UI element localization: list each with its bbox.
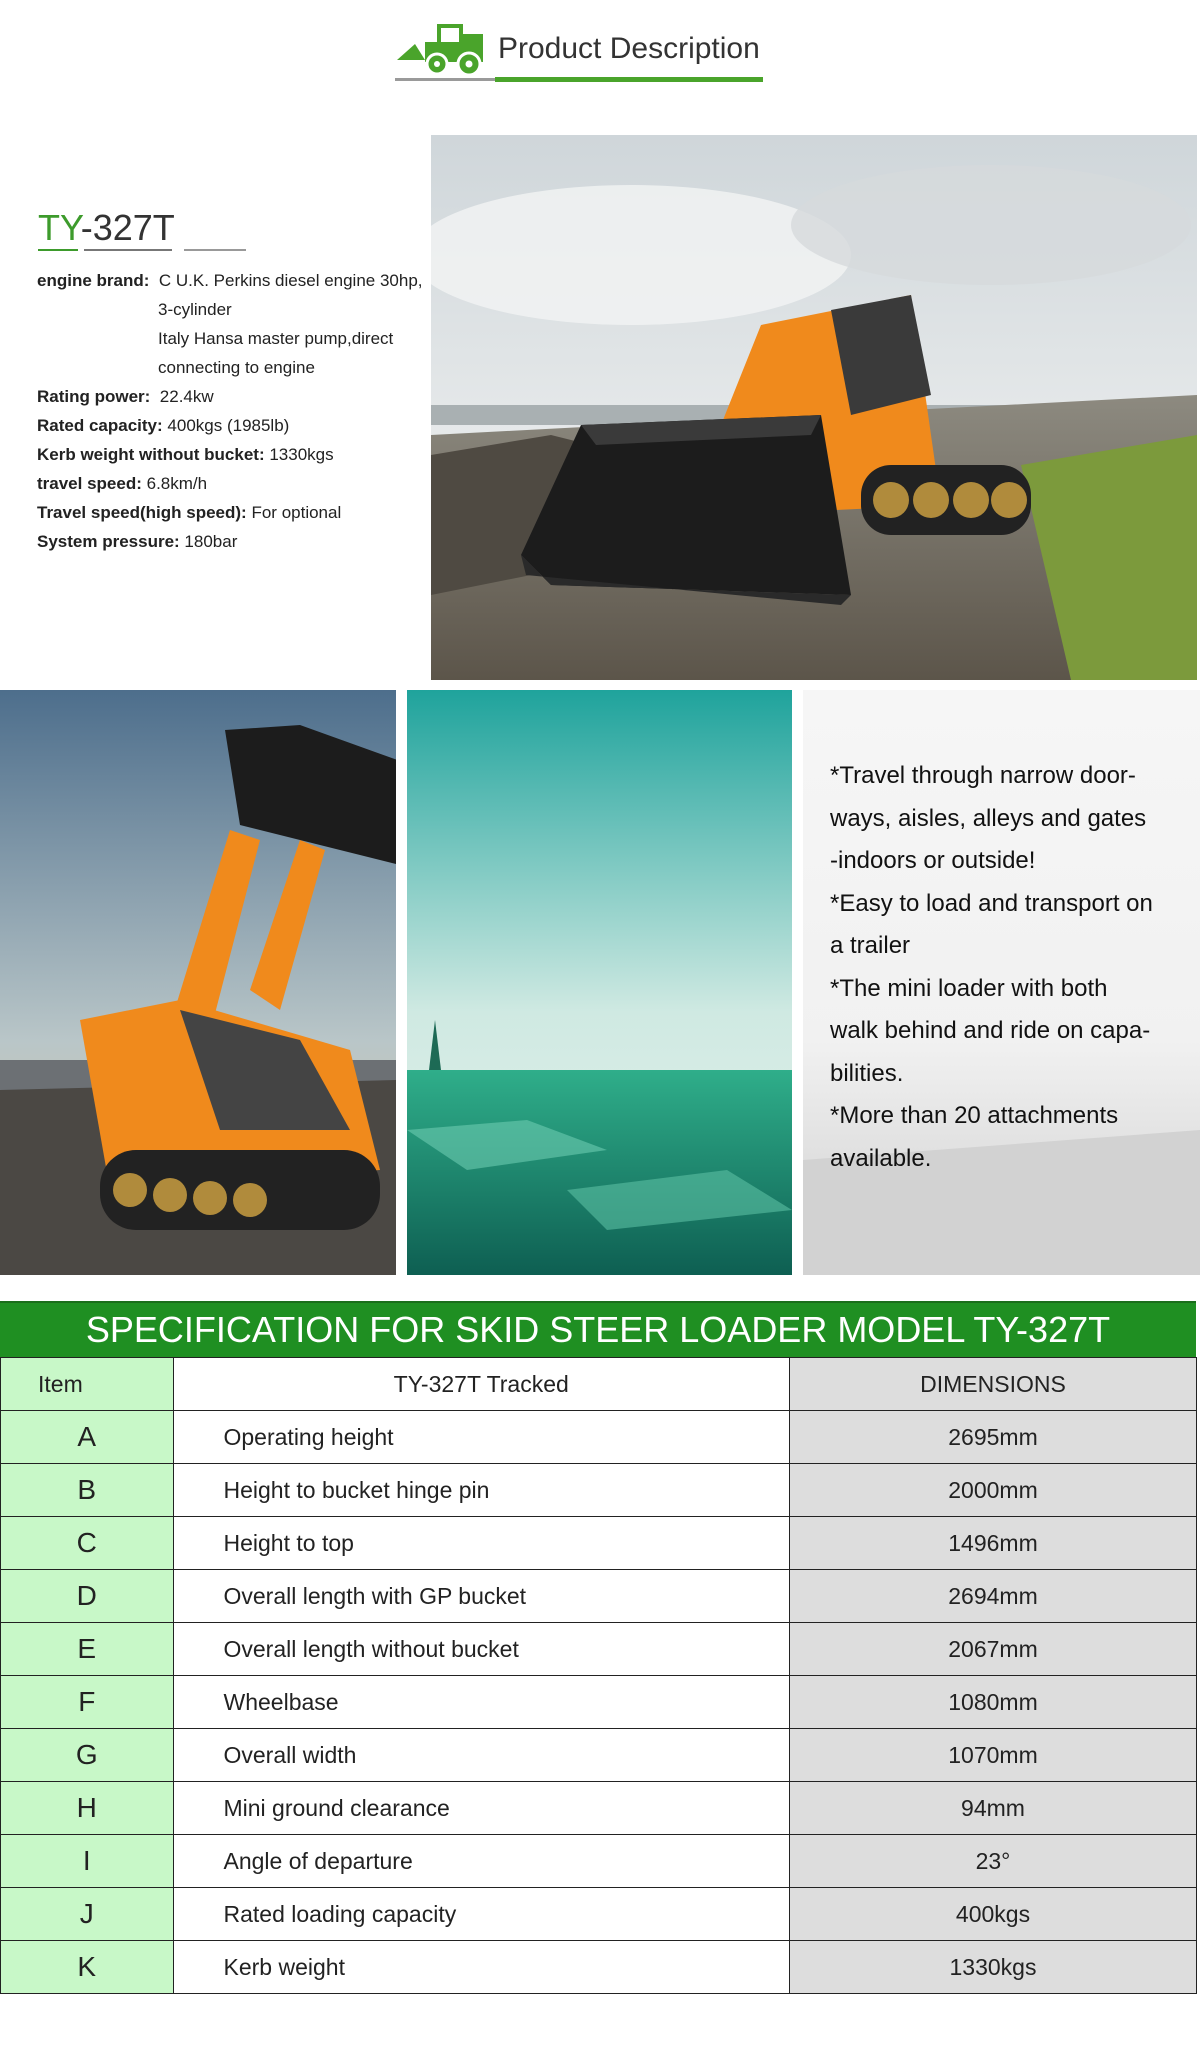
product-photo-lifted [0,690,396,1275]
model-underline [84,249,172,251]
table-row [1,1782,1197,1835]
item-letter: I [1,1835,174,1888]
spec-row: travel speed: 6.8km/h [37,474,208,493]
spec-row: Italy Hansa master pump,direct [158,329,394,348]
spec-row: engine brand: C U.K. Perkins diesel engine 30hp, [37,271,423,290]
item-letter: J [1,1888,174,1941]
loader-tractor-icon [395,20,487,76]
header-underline-green [495,77,763,82]
item-description: Rated loading capacity [173,1888,789,1941]
item-dimension: 94mm [789,1782,1196,1835]
feature-line: ways, aisles, alleys and gates [830,804,1147,832]
feature-panel [803,690,1200,1275]
feature-line: *Travel through narrow door- [830,762,1136,789]
item-description: Height to bucket hinge pin [173,1464,789,1517]
table-row [1,1570,1197,1623]
table-row [1,1676,1197,1729]
item-description: Angle of departure [173,1835,789,1888]
table-header-row [1,1358,1197,1411]
table-row [1,1835,1197,1888]
table-row [1,1888,1197,1941]
feature-line: *The mini loader with both [830,974,1108,1002]
item-letter: H [1,1782,174,1835]
feature-line: *Easy to load and transport on [830,889,1153,917]
feature-line: walk behind and ride on capa- [830,1017,1151,1044]
item-description: Kerb weight [173,1941,789,1994]
spec-row: Rated capacity: 400kgs (1985lb) [37,416,290,435]
table-row [1,1517,1197,1570]
item-dimension: 1080mm [789,1676,1196,1729]
item-letter: C [1,1517,174,1570]
header-underline-grey [395,78,495,81]
item-description: Operating height [173,1411,789,1464]
item-letter: A [1,1411,174,1464]
item-letter: K [1,1941,174,1994]
feature-line: -indoors or outside! [830,847,1036,874]
model-title [38,207,175,249]
section-title: Product Description [498,32,760,65]
section-header [395,18,765,84]
item-description: Wheelbase [173,1676,789,1729]
spec-list [37,266,427,556]
item-description: Overall width [173,1729,789,1782]
spec-table-title: SPECIFICATION FOR SKID STEER LOADER MODEL TY-327T [0,1301,1196,1357]
spec-row: Travel speed(high speed): For optional [37,503,342,522]
item-dimension: 1496mm [789,1517,1196,1570]
feature-line: bilities. [830,1059,904,1087]
item-dimension: 1070mm [789,1729,1196,1782]
item-dimension: 2694mm [789,1570,1196,1623]
feature-list [830,755,1190,1180]
table-row [1,1729,1197,1782]
feature-line: *More than 20 attachments [830,1102,1119,1129]
product-photo-main [431,135,1197,680]
spec-row: connecting to engine [158,358,315,377]
header-dimensions: DIMENSIONS [789,1358,1196,1411]
item-letter: G [1,1729,174,1782]
feature-line: a trailer [830,932,911,959]
item-dimension: 2695mm [789,1411,1196,1464]
spec-row: Rating power: 22.4kw [37,387,214,406]
model-prefix: TY [38,207,81,248]
item-dimension: 2000mm [789,1464,1196,1517]
item-dimension: 2067mm [789,1623,1196,1676]
model-underline [184,249,246,251]
item-letter: F [1,1676,174,1729]
item-dimension: 400kgs [789,1888,1196,1941]
item-description: Mini ground clearance [173,1782,789,1835]
item-description: Overall length with GP bucket [173,1570,789,1623]
table-row [1,1623,1197,1676]
item-description: Height to top [173,1517,789,1570]
header-item: Item [1,1358,174,1411]
table-row [1,1464,1197,1517]
model-underline [38,249,78,251]
model-suffix: -327T [80,207,175,248]
item-dimension: 23° [789,1835,1196,1888]
item-dimension: 1330kgs [789,1941,1196,1994]
table-row [1,1941,1197,1994]
table-row [1,1411,1197,1464]
feature-line: available. [830,1144,932,1172]
item-letter: B [1,1464,174,1517]
header-model: TY-327T Tracked [173,1358,789,1411]
spec-row: 3-cylinder [158,300,232,319]
spec-table [0,1357,1197,1994]
item-description: Overall length without bucket [173,1623,789,1676]
item-letter: D [1,1570,174,1623]
spec-row: System pressure: 180bar [37,532,238,551]
item-letter: E [1,1623,174,1676]
scenery-photo [407,690,792,1275]
spec-row: Kerb weight without bucket: 1330kgs [37,445,334,464]
